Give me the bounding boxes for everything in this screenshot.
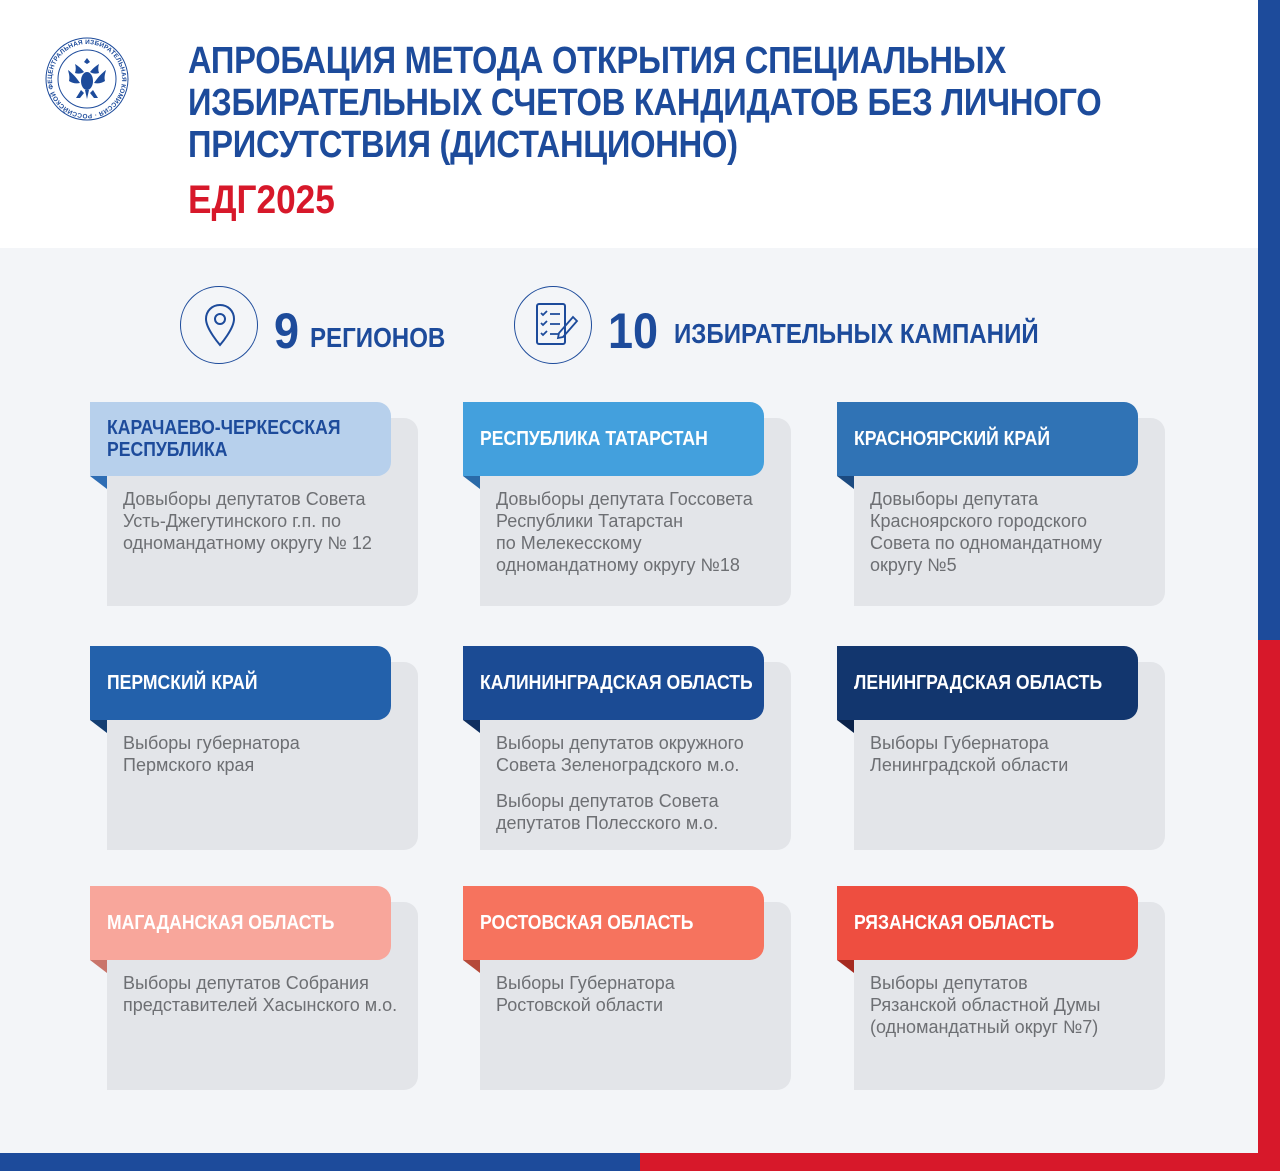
region-card [463, 402, 793, 610]
region-card [837, 646, 1167, 854]
cik-emblem-logo [44, 36, 130, 122]
card-fold [90, 720, 107, 733]
card-description [870, 972, 1160, 1052]
card-description [496, 732, 786, 848]
election-description: Довыборы депутата Красноярского городского Совета по одномандатному округу №5 [870, 489, 1102, 575]
location-pin-icon [180, 286, 258, 364]
card-description [496, 488, 786, 590]
title-line: ИЗБИРАТЕЛЬНЫХ СЧЕТОВ КАНДИДАТОВ БЕЗ ЛИЧНОГО [188, 82, 1102, 124]
title-line: АПРОБАЦИЯ МЕТОДА ОТКРЫТИЯ СПЕЦИАЛЬНЫХ [188, 40, 1006, 82]
election-description: Довыборы депутатов Совета Усть-Джегутинского г.п. по одномандатному округу № 12 [123, 489, 372, 553]
region-name: РЕСПУБЛИКА ТАТАРСТАН [480, 428, 708, 450]
card-description [123, 488, 413, 568]
card-header [837, 402, 1138, 476]
region-card [837, 886, 1167, 1094]
election-description: Выборы губернатора Пермского края [123, 733, 300, 775]
card-header [463, 886, 764, 960]
right-stripe-blue [1258, 0, 1280, 640]
card-description [496, 972, 786, 1030]
checklist-icon [514, 286, 592, 364]
election-description: Выборы Губернатора Ленинградской области [870, 733, 1069, 775]
election-description: Выборы депутатов окружного Совета Зеленоградского м.о. [496, 733, 744, 775]
right-stripe-red [1258, 640, 1280, 1171]
bottom-stripe-blue [0, 1153, 640, 1171]
subtitle-edg: ЕДГ2025 [188, 178, 335, 222]
card-fold [837, 960, 854, 973]
card-fold [463, 720, 480, 733]
card-description [870, 488, 1160, 590]
election-description: Выборы депутатов Рязанской областной Думы (одномандатный округ №7) [870, 973, 1101, 1037]
card-fold [463, 960, 480, 973]
card-fold [463, 476, 480, 489]
region-card [90, 402, 420, 610]
card-fold [837, 476, 854, 489]
region-name: ПЕРМСКИЙ КРАЙ [107, 672, 258, 694]
region-card [837, 402, 1167, 610]
card-fold [837, 720, 854, 733]
election-description: Выборы Губернатора Ростовской области [496, 973, 675, 1015]
region-name: РЯЗАНСКАЯ ОБЛАСТЬ [854, 912, 1055, 934]
region-name: КАЛИНИНГРАДСКАЯ ОБЛАСТЬ [480, 672, 753, 694]
header [0, 0, 1258, 248]
region-name: ЛЕНИНГРАДСКАЯ ОБЛАСТЬ [854, 672, 1103, 694]
card-header [90, 402, 391, 476]
region-name: РОСТОВСКАЯ ОБЛАСТЬ [480, 912, 694, 934]
page-title [188, 40, 1102, 166]
regions-label: РЕГИОНОВ [310, 322, 446, 353]
election-description: Довыборы депутата Госсовета Республики Татарстан по Мелекесскому одномандатному округу №18 [496, 489, 753, 575]
region-card [463, 646, 793, 854]
campaigns-label: ИЗБИРАТЕЛЬНЫХ КАМПАНИЙ [674, 318, 1039, 349]
card-header [837, 646, 1138, 720]
election-description: Выборы депутатов Собрания представителей Хасынского м.о. [123, 973, 398, 1015]
campaigns-count: 10 [608, 303, 659, 359]
election-description: Выборы депутатов Совета депутатов Полесского м.о. [496, 791, 719, 833]
card-description [870, 732, 1160, 790]
region-card [90, 886, 420, 1094]
region-name: КРАСНОЯРСКИЙ КРАЙ [854, 428, 1050, 450]
region-name: РЕСПУБЛИКА [107, 439, 228, 461]
bottom-stripe-red [640, 1153, 1280, 1171]
card-header [90, 646, 391, 720]
card-header [90, 886, 391, 960]
card-header [837, 886, 1138, 960]
card-header [463, 646, 764, 720]
card-header [463, 402, 764, 476]
region-name: КАРАЧАЕВО-ЧЕРКЕССКАЯ [107, 417, 341, 439]
region-card [90, 646, 420, 854]
region-name: МАГАДАНСКАЯ ОБЛАСТЬ [107, 912, 335, 934]
card-description [123, 732, 413, 790]
title-line: ПРИСУТСТВИЯ (ДИСТАНЦИОННО) [188, 124, 738, 166]
svg-text:ЦЕНТРАЛЬНАЯ ИЗБИРАТЕЛЬНАЯ КОМИ: ЦЕНТРАЛЬНАЯ ИЗБИРАТЕЛЬНАЯ КОМИССИЯ · РОССИЙСКОЙ ФЕ [46, 38, 128, 120]
card-fold [90, 960, 107, 973]
card-description [123, 972, 413, 1030]
regions-count: 9 [274, 303, 300, 359]
card-fold [90, 476, 107, 489]
region-card [463, 886, 793, 1094]
